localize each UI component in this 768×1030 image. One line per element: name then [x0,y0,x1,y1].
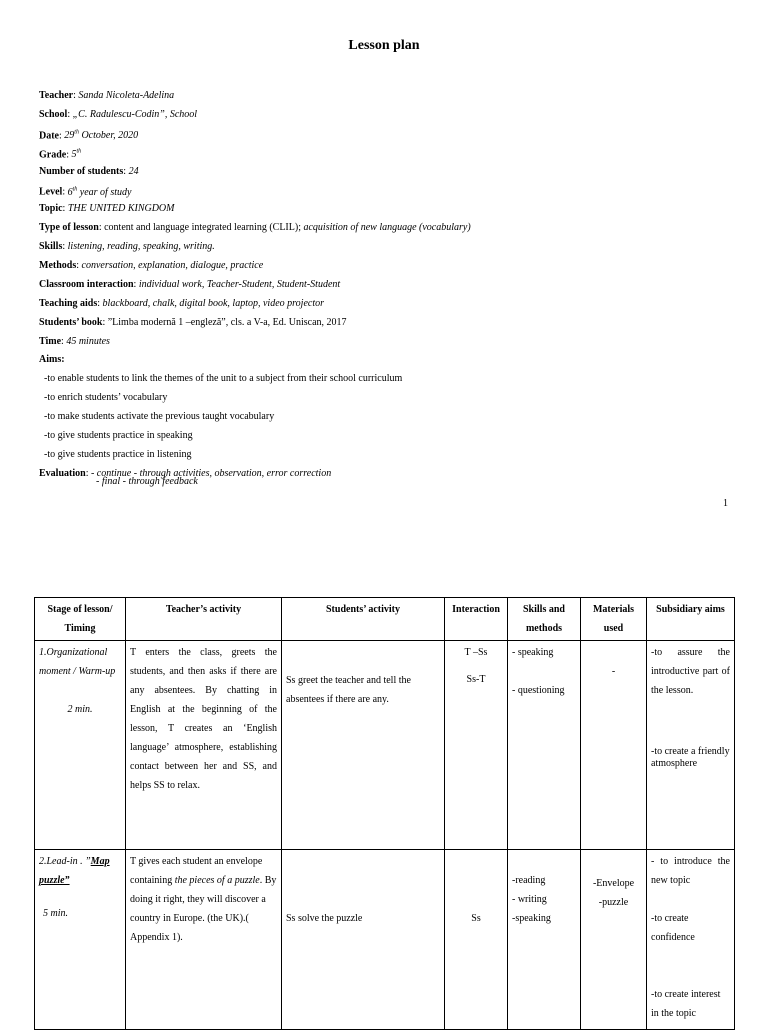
topic-line: Topic: THE UNITED KINGDOM [39,203,175,215]
book-line: Students’ book: ”Limba modernă 1 –engleză”, cls. a V-a, Ed. Uniscan, 2017 [39,316,347,328]
skills-cell: -reading - writing -speaking [508,850,581,1030]
page-number: 1 [723,498,728,509]
table-row [35,850,735,1030]
col-header-materials: Materials used [581,598,647,641]
level-line: Level: 6th year of study [39,186,132,198]
aim-item: -to give students practice in speaking [44,430,193,442]
lesson-info [39,88,471,488]
teacher-activity-cell: T enters the class, greets the students, and then asks if there are any absentees. By chatting in English at the beginning of the lesson, T creates an ‘English language’ atmosphere, establishing contact between her and SS, and helps SS to relax. [126,641,282,850]
interaction-line: Classroom interaction: individual work, Teacher-Student, Student-Student [39,278,341,290]
skills-line: Skills: listening, reading, speaking, writing. [39,241,215,253]
aims-heading: Aims: [39,354,65,366]
lesson-table [34,597,735,1030]
col-header-students: Students’ activity [282,598,445,641]
materials-cell: -Envelope -puzzle [581,850,647,1030]
col-header-aims: Subsidiary aims [647,598,735,641]
stage-cell: 2.Lead-in . ”Map puzzle” 5 min. [35,850,126,1030]
evaluation-final: - final - through feedback [96,475,198,487]
col-header-teacher: Teacher’s activity [126,598,282,641]
interaction-cell: T –Ss Ss-T [445,641,508,850]
table-header-row [35,598,735,641]
stage-cell: 1.Organizational moment / Warm-up 2 min. [35,641,126,850]
school-line: School: „C. Radulescu-Codin”, School [39,108,198,120]
aim-item: -to make students activate the previous taught vocabulary [44,411,275,423]
teacher-activity-cell: T gives each student an envelope containing the pieces of a puzzle. By doing it right, they will discover a country in Europe. (the UK).( Appendix 1). [126,850,282,1030]
aim-item: -to enable students to link the themes of the unit to a subject from their school curriculum [44,373,403,385]
evaluation-line: Evaluation: - continue - through activities, observation, error correction [39,467,332,479]
document-title: Lesson plan [348,38,420,53]
skills-cell: - speaking - questioning [508,641,581,850]
subsidiary-aims-cell: -to assure the introductive part of the lesson. -to create a friendly atmosphere [647,641,735,850]
col-header-skills: Skills and methods [508,598,581,641]
students-activity-cell: Ss solve the puzzle [282,850,445,1030]
time-line: Time: 45 minutes [39,335,110,347]
teacher-line: Teacher: Sanda Nicoleta-Adelina [39,90,175,101]
students-activity-cell: Ss greet the teacher and tell the absentees if there are any. [282,641,445,850]
subsidiary-aims-cell: - to introduce the new topic -to create confidence -to create interest in the topic [647,850,735,1030]
aim-item: -to enrich students’ vocabulary [44,392,168,404]
aids-line: Teaching aids: blackboard, chalk, digital book, laptop, video projector [39,297,324,309]
type-line: Type of lesson: content and language integrated learning (CLIL); acquisition of new language (vocabulary) [39,222,471,234]
materials-cell: - [581,641,647,850]
interaction-cell: Ss [445,850,508,1030]
methods-line: Methods: conversation, explanation, dialogue, practice [39,260,264,272]
aim-item: -to give students practice in listening [44,448,192,460]
grade-line: Grade: 5th [39,148,82,160]
col-header-interaction: Interaction [445,598,508,641]
students-line: Number of students: 24 [39,165,139,177]
date-line: Date: 29th October, 2020 [39,129,139,142]
table-row [35,641,735,850]
col-header-stage: Stage of lesson/ Timing [35,598,126,641]
